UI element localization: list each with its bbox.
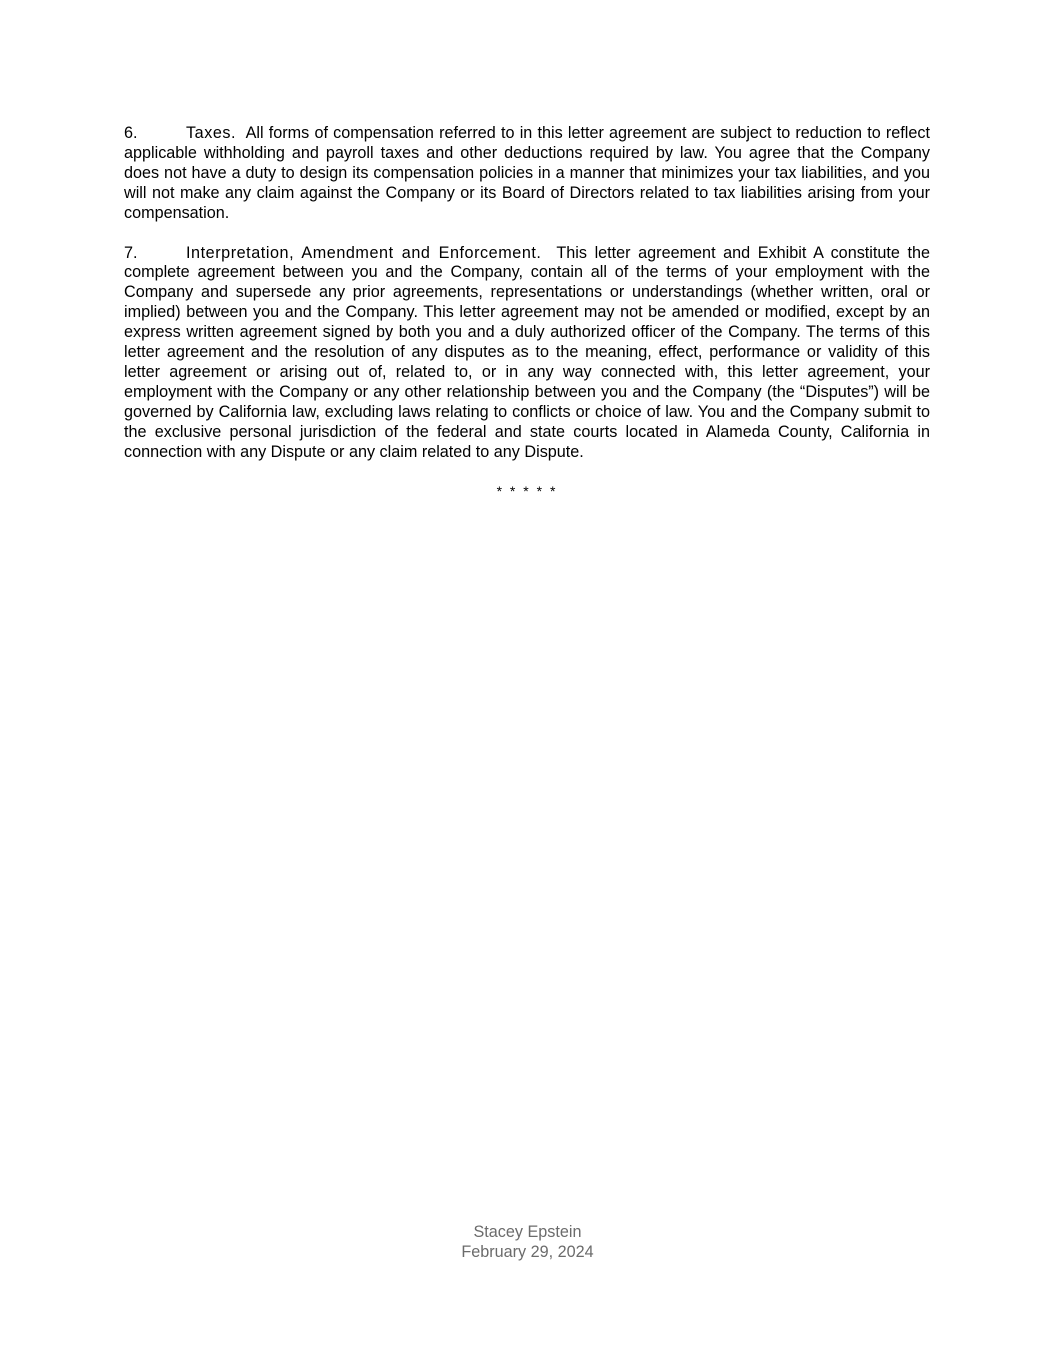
section-interpretation bbox=[124, 244, 930, 463]
footer-name: Stacey Epstein bbox=[473, 1223, 582, 1241]
section-separator: * * * * * bbox=[496, 482, 558, 499]
section-body: This letter agreement and Exhibit A constitute the complete agreement between you and the Company, contain all of the terms of your employment with the Company and supersede any prior agreements, representations or understandings (whether written, oral or implied) between you and the Company. This letter agreement may not be amended or modified, except by an express written agreement signed by both you and a duly authorized officer of the Company. The terms of this letter agreement and the resolution of any disputes as to the meaning, effect, performance or validity of this letter agreement or arising out of, related to, or in any way connected with, this letter agreement, your employment with the Company or any other relationship between you and the Company (the “Disputes”) will be governed by California law, excluding laws relating to conflicts or choice of law. You and the Company submit to the exclusive personal jurisdiction of the federal and state courts located in Alameda County, California in connection with any Dispute or any claim related to any Dispute. bbox=[124, 243, 930, 461]
section-body: All forms of compensation referred to in this letter agreement are subject to reduction to reflect applicable withholding and payroll taxes and other deductions required by law. You agree that the Company does not have a duty to design its compensation policies in a manner that minimizes your tax liabilities, and you will not make any claim against the Company or its Board of Directors related to tax liabilities arising from your compensation. bbox=[124, 124, 930, 222]
section-heading: Interpretation, Amendment and Enforcement. bbox=[186, 243, 542, 262]
footer-date: February 29, 2024 bbox=[461, 1243, 594, 1261]
section-heading: Taxes. bbox=[186, 124, 237, 142]
section-taxes bbox=[124, 124, 930, 224]
section-number: 7. bbox=[124, 243, 138, 262]
page-footer bbox=[0, 1222, 1055, 1262]
document-body bbox=[124, 124, 930, 499]
section-number: 6. bbox=[124, 124, 138, 142]
